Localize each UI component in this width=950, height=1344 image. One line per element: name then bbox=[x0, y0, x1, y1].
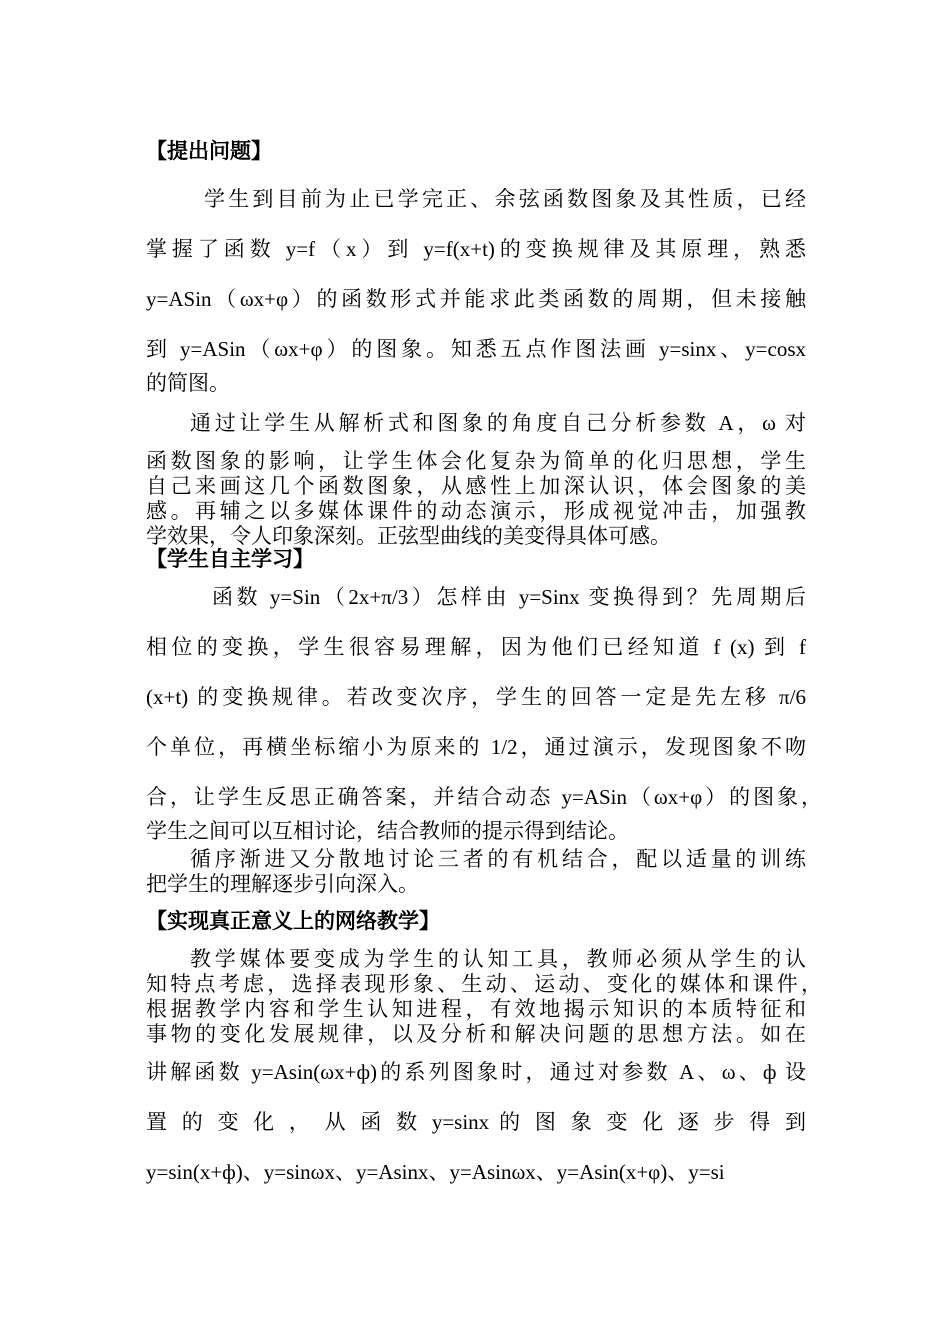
paragraph-line: 相位的变换，学生很容易理解，因为他们已经知道 f (x) 到 f bbox=[146, 635, 806, 659]
paragraph-line: 学效果，令人印象深刻。正弦型曲线的美变得具体可感。 bbox=[146, 524, 671, 548]
paragraph-line: (x+t) 的变换规律。若改变次序，学生的回答一定是先左移 π/6 bbox=[146, 685, 806, 709]
paragraph-line: 教学媒体要变成为学生的认知工具，教师必须从学生的认 bbox=[190, 947, 806, 971]
paragraph-line: 自己来画这几个函数图象，从感性上加深认识，体会图象的美 bbox=[146, 474, 806, 498]
paragraph-line: 函数 y=Sin（2x+π/3）怎样由 y=Sinx 变换得到？先周期后 bbox=[212, 585, 806, 609]
paragraph-line: y=sin(x+ф)、y=sinωx、y=Asinx、y=Asinωx、y=Asin(x+φ)、y=si bbox=[146, 1160, 725, 1184]
section-heading-network-teaching: 【实现真正意义上的网络教学】 bbox=[146, 909, 440, 933]
section-heading-raise-question: 【提出问题】 bbox=[146, 139, 272, 163]
paragraph-line: 掌握了函数 y=f（x）到 y=f(x+t)的变换规律及其原理，熟悉 bbox=[146, 237, 806, 261]
paragraph-line: 合，让学生反思正确答案，并结合动态 y=ASin（ωx+φ）的图象， bbox=[146, 785, 822, 809]
paragraph-line: 知特点考虑，选择表现形象、生动、运动、变化的媒体和课件， bbox=[146, 972, 822, 996]
paragraph-line: 把学生的理解逐步引向深入。 bbox=[146, 872, 419, 896]
section-heading-self-study: 【学生自主学习】 bbox=[146, 547, 314, 571]
paragraph-line: 个单位，再横坐标缩小为原来的 1/2，通过演示，发现图象不吻 bbox=[146, 735, 806, 759]
paragraph-line: 函数图象的影响，让学生体会化复杂为简单的化归思想，学生 bbox=[146, 449, 806, 473]
paragraph-line: 循序渐进又分散地讨论三者的有机结合，配以适量的训练 bbox=[190, 847, 806, 871]
paragraph-line: 通过让学生从解析式和图象的角度自己分析参数 A，ω 对 bbox=[190, 411, 806, 435]
paragraph-line: 学生到目前为止已学完正、余弦函数图象及其性质，已经 bbox=[204, 187, 806, 211]
paragraph-line: 事物的变化发展规律，以及分析和解决问题的思想方法。如在 bbox=[146, 1022, 806, 1046]
paragraph-line: 感。再辅之以多媒体课件的动态演示，形成视觉冲击，加强教 bbox=[146, 499, 806, 523]
paragraph-line: 根据教学内容和学生认知进程，有效地揭示知识的本质特征和 bbox=[146, 997, 806, 1021]
paragraph-line: 学生之间可以互相讨论，结合教师的提示得到结论。 bbox=[146, 819, 629, 843]
paragraph-line: 置 的 变 化 ， 从 函 数 y=sinx 的 图 象 变 化 逐 步 得 到 bbox=[146, 1110, 806, 1134]
paragraph-line: y=ASin（ωx+φ）的函数形式并能求此类函数的周期，但未接触 bbox=[146, 287, 806, 311]
paragraph-line: 的简图。 bbox=[146, 371, 230, 395]
paragraph-line: 讲解函数 y=Asin(ωx+ф)的系列图象时，通过对参数 A、ω、ф 设 bbox=[146, 1060, 806, 1084]
paragraph-line: 到 y=ASin（ωx+φ）的图象。知悉五点作图法画 y=sinx、y=cosx bbox=[146, 337, 806, 361]
